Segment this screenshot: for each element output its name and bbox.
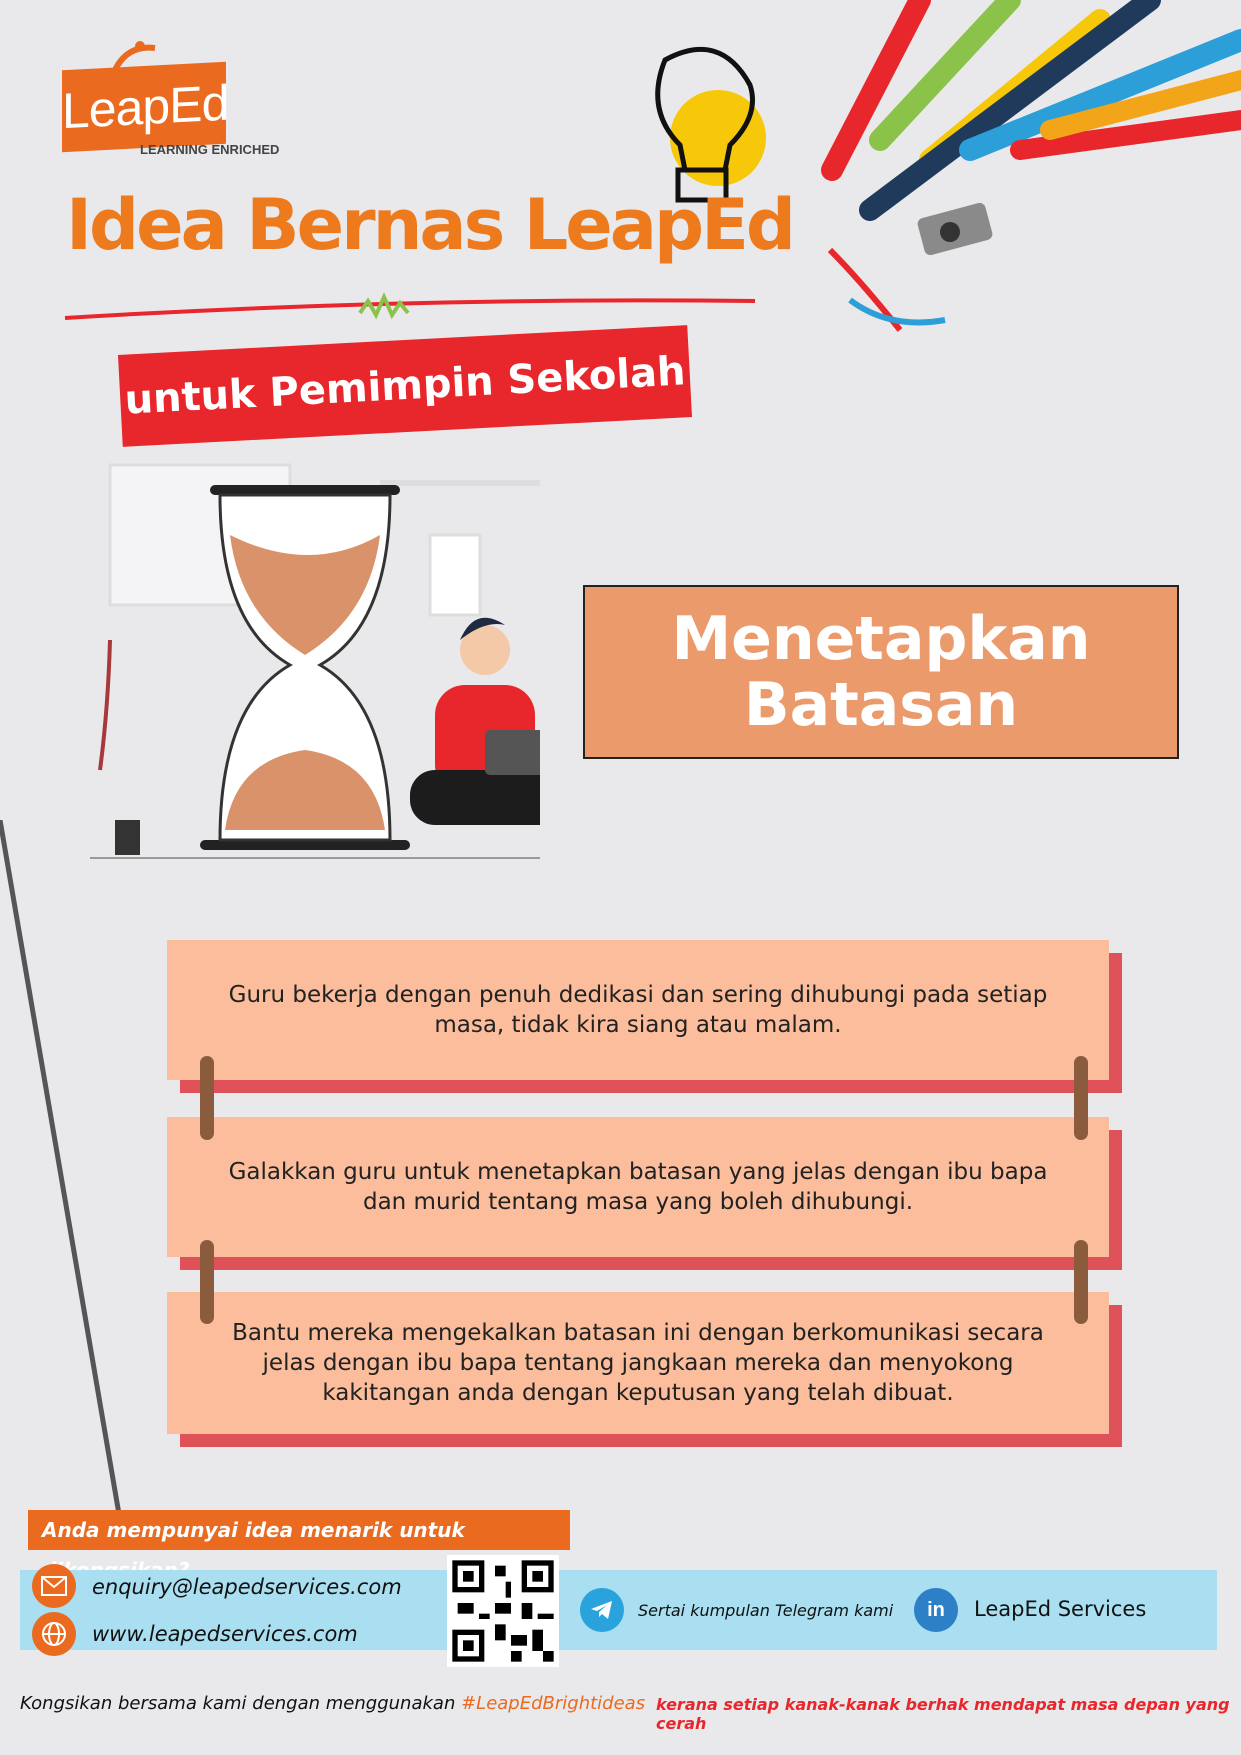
leaped-logo: LeapEd [62, 62, 226, 153]
connector-peg [200, 1056, 214, 1140]
topic-line-1: Menetapkan [671, 604, 1091, 674]
footer-slogan: kerana setiap kanak-kanak berhak mendapat masa depan yang cerah [656, 1695, 1230, 1733]
card-1 [167, 940, 1109, 1080]
connector-peg [1074, 1056, 1088, 1140]
globe-icon [32, 1612, 76, 1656]
card-2 [167, 1117, 1109, 1257]
telegram-icon [580, 1588, 624, 1632]
linkedin-text[interactable]: LeapEd Services [974, 1597, 1147, 1621]
website-link[interactable]: www.leapedservices.com [92, 1622, 358, 1646]
qr-code[interactable] [447, 1555, 559, 1667]
topic-line-2: Batasan [743, 670, 1019, 740]
card-1-text: Guru bekerja dengan penuh dedikasi dan sering dihubungi pada setiap masa, tidak kira siang atau malam. [228, 982, 1048, 1038]
notebook-decoration [0, 820, 140, 1540]
share-heading: Anda mempunyai idea menarik untuk [28, 1510, 570, 1550]
card-2-text: Galakkan guru untuk menetapkan batasan yang jelas dengan ibu bapa dan murid tentang masa yang boleh dihubungi. [228, 1159, 1048, 1215]
email-link[interactable]: enquiry@leapedservices.com [92, 1575, 402, 1599]
footer-hashtag[interactable]: #LeapEdBrightideas [461, 1693, 646, 1714]
page-subtitle: untuk Pemimpin Sekolah [118, 325, 692, 447]
footer-share [20, 1693, 645, 1714]
mail-icon [32, 1564, 76, 1608]
topic-box [583, 585, 1179, 759]
pencils-decoration [820, 0, 1241, 360]
logo-figure-icon [110, 40, 160, 74]
card-3-text: Bantu mereka mengekalkan batasan ini dengan berkomunikasi secara jelas dengan ibu bapa tentang jangkaan mereka dan menyokong kakitangan anda dengan keputusan yang telah dibuat. [232, 1320, 1044, 1406]
connector-peg [200, 1240, 214, 1324]
linkedin-icon: in [914, 1588, 958, 1632]
card-3 [167, 1292, 1109, 1434]
page-title: Idea Bernas LeapEd [66, 184, 794, 266]
connector-peg [1074, 1240, 1088, 1324]
footer-share-text: Kongsikan bersama kami dengan menggunakan [20, 1693, 456, 1714]
logo-tagline: LEARNING ENRICHED [140, 142, 280, 157]
title-underline [60, 285, 760, 325]
hourglass-illustration [90, 430, 540, 860]
telegram-text[interactable]: Sertai kumpulan Telegram kami [638, 1601, 894, 1620]
